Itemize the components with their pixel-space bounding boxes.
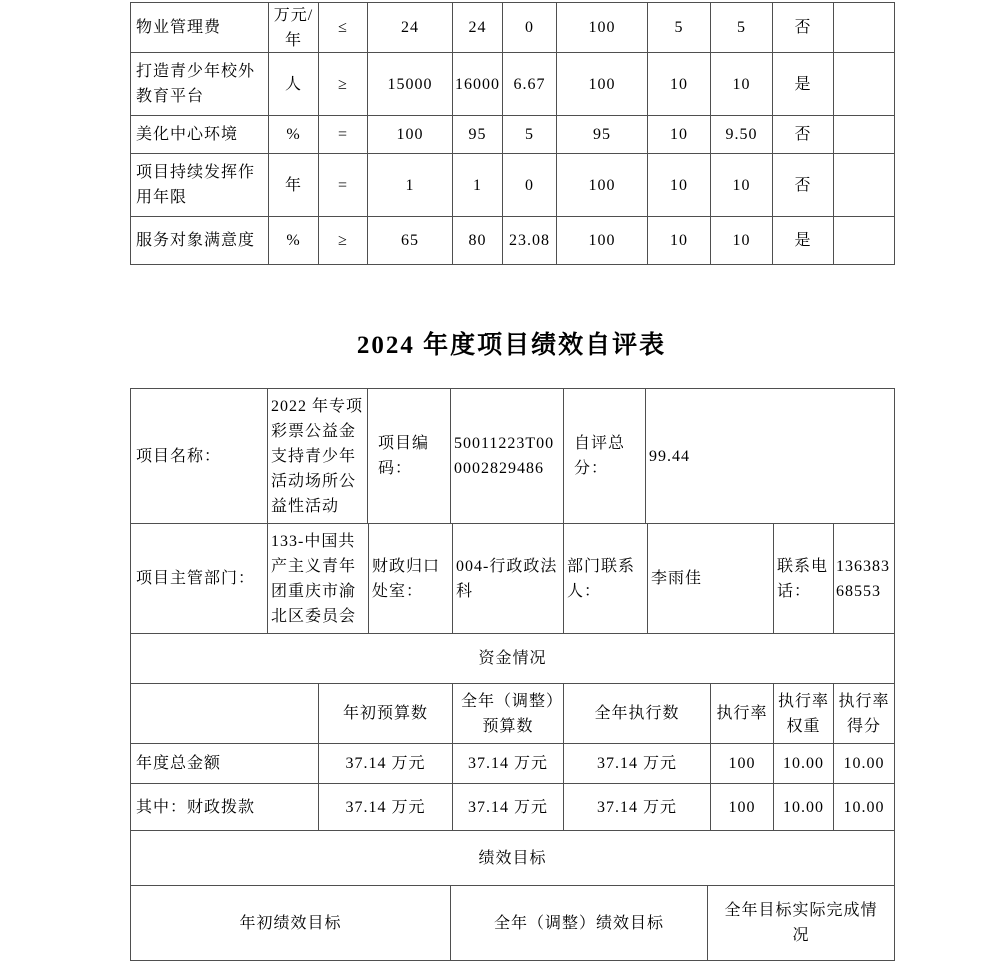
table-cell: 全年目标实际完成情况 (724, 902, 878, 944)
table-cell: 年 (269, 154, 319, 217)
table-row (131, 684, 894, 744)
table-cell: 100 (711, 784, 774, 831)
table-cell: 37.14 万元 (319, 744, 453, 784)
table-cell: 其中：财政拨款 (131, 784, 319, 831)
table-cell: 0 (503, 3, 557, 53)
table-cell (834, 3, 894, 53)
table-cell: 10 (648, 53, 711, 116)
table-cell: 5 (648, 3, 711, 53)
table-cell: 95 (557, 116, 648, 154)
table-row (131, 744, 894, 784)
table-cell: 服务对象满意度 (131, 217, 269, 264)
table-cell: 10.00 (834, 784, 894, 831)
table-cell: 65 (368, 217, 453, 264)
table-cell: 95 (453, 116, 503, 154)
page-title: 2024 年度项目绩效自评表 (356, 332, 667, 359)
table-cell: 项目编码： (368, 389, 451, 524)
table-cell: 10.00 (774, 784, 834, 831)
table-cell: 5 (503, 116, 557, 154)
table-cell: 100 (557, 154, 648, 217)
table-cell: 10 (648, 116, 711, 154)
indicator-score-table (130, 2, 895, 265)
table-row (131, 53, 894, 116)
table-cell: 否 (773, 154, 834, 217)
table-cell: 50011223T000002829486 (451, 389, 564, 524)
table-cell: 年初预算数 (319, 684, 453, 744)
table-cell: 否 (773, 116, 834, 154)
table-cell: = (319, 154, 368, 217)
table-cell: 2022 年专项彩票公益金支持青少年活动场所公益性活动 (268, 389, 368, 524)
table-cell: 项目持续发挥作用年限 (131, 154, 269, 217)
table-cell: 部门联系人： (564, 524, 648, 634)
table-cell: 10 (711, 53, 773, 116)
table-cell: 万元/年 (269, 3, 319, 53)
table-row (131, 831, 894, 886)
table-cell: 9.50 (711, 116, 773, 154)
table-row (131, 116, 894, 154)
self-evaluation-table (130, 388, 895, 961)
table-cell: 是 (773, 53, 834, 116)
table-cell: 24 (368, 3, 453, 53)
table-cell: 执行率得分 (834, 684, 894, 744)
table-cell: 100 (557, 53, 648, 116)
table-row (131, 154, 894, 217)
table-cell: 100 (557, 217, 648, 264)
table-cell: 执行率权重 (774, 684, 834, 744)
table-row (131, 3, 894, 53)
table-cell: 全年（调整）预算数 (453, 684, 564, 744)
table-cell: 37.14 万元 (453, 784, 564, 831)
table-cell: 5 (711, 3, 773, 53)
table-cell: 否 (773, 3, 834, 53)
table-cell: 联系电话： (774, 524, 834, 634)
table-cell (834, 116, 894, 154)
table-cell: % (269, 217, 319, 264)
table-cell: 自评总分： (564, 389, 646, 524)
table-cell: 99.44 (646, 389, 894, 524)
table-cell: 6.67 (503, 53, 557, 116)
table-cell: 李雨佳 (648, 524, 774, 634)
table-cell: 10 (648, 217, 711, 264)
table-cell: ≥ (319, 53, 368, 116)
table-cell: 10 (711, 217, 773, 264)
table-cell: 是 (773, 217, 834, 264)
table-cell (834, 217, 894, 264)
table-cell: 全年执行数 (564, 684, 711, 744)
table-cell: 物业管理费 (131, 3, 269, 53)
table-cell: 执行率 (711, 684, 774, 744)
table-cell (131, 684, 319, 744)
table-cell: 24 (453, 3, 503, 53)
table-cell: 23.08 (503, 217, 557, 264)
table-cell: 美化中心环境 (131, 116, 269, 154)
table-cell: 004-行政政法科 (453, 524, 564, 634)
table-cell: 10 (648, 154, 711, 217)
table-cell: 年初绩效目标 (131, 886, 451, 960)
table-cell (834, 53, 894, 116)
table-row (131, 634, 894, 684)
table-cell: % (269, 116, 319, 154)
table-cell: 13638368553 (834, 524, 894, 634)
table-cell: ≤ (319, 3, 368, 53)
table-cell: 100 (557, 3, 648, 53)
table-cell: 0 (503, 154, 557, 217)
table-row (131, 217, 894, 264)
table-cell: 16000 (453, 53, 503, 116)
table-row (131, 784, 894, 831)
table-cell: 绩效目标 (131, 831, 894, 886)
table-cell: 打造青少年校外教育平台 (131, 53, 269, 116)
table-cell: 37.14 万元 (453, 744, 564, 784)
table-cell: 人 (269, 53, 319, 116)
table-cell: 财政归口处室： (369, 524, 453, 634)
table-cell: 10.00 (774, 744, 834, 784)
table-cell: 80 (453, 217, 503, 264)
table-cell: 100 (711, 744, 774, 784)
table-cell: 项目名称： (131, 389, 268, 524)
table-cell: 1 (453, 154, 503, 217)
table-cell: 37.14 万元 (564, 784, 711, 831)
table-cell: 年度总金额 (131, 744, 319, 784)
table-row (131, 389, 894, 524)
table-cell: 10.00 (834, 744, 894, 784)
table-cell: 1 (368, 154, 453, 217)
table-cell: 133-中国共产主义青年团重庆市渝北区委员会 (268, 524, 369, 634)
table-row (131, 524, 894, 634)
table-cell: 37.14 万元 (319, 784, 453, 831)
table-cell: 项目主管部门： (131, 524, 268, 634)
table-row (131, 886, 894, 960)
table-cell: = (319, 116, 368, 154)
table-cell: 资金情况 (131, 634, 894, 684)
table-cell: 全年（调整）绩效目标 (451, 886, 708, 960)
table-cell: 10 (711, 154, 773, 217)
table-cell: 15000 (368, 53, 453, 116)
table-cell (834, 154, 894, 217)
table-cell: 37.14 万元 (564, 744, 711, 784)
table-cell: 100 (368, 116, 453, 154)
table-cell: ≥ (319, 217, 368, 264)
